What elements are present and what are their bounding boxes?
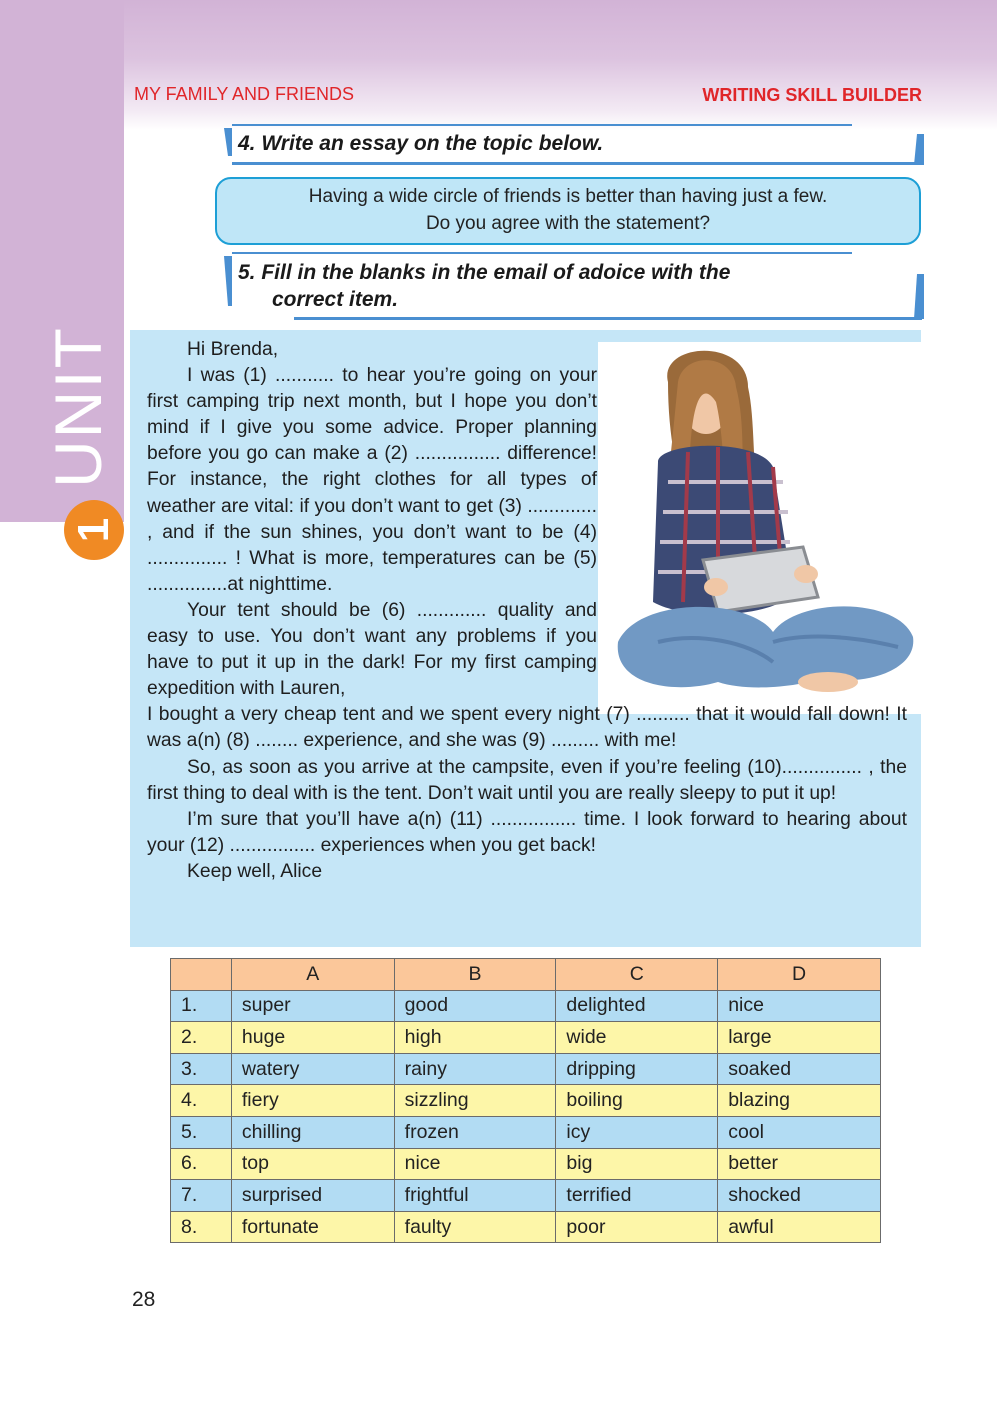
unit-number-badge [64,500,124,560]
unit-number: 1 [68,517,118,543]
table-cell: poor [556,1211,718,1243]
table-cell: high [394,1022,556,1054]
task-4-top-rule [232,124,852,126]
table-cell: 1. [171,990,232,1022]
table-cell: good [394,990,556,1022]
letter-paragraph-1: I was (1) ........... to hear you’re going on your first camping trip next month, but I hope you don’t mind if I give you some advice. Proper planning before you go can make a (2) ................ difference! For instance, the right clothes for all types of weather are vital: if you don’t want to get (3) ............. , and if the sun shines, you don’t want to be (4) ............... ! What is more, temperatures can be (5) ...............at nighttime. [147,365,597,595]
table-cell: large [718,1022,881,1054]
table-cell: 2. [171,1022,232,1054]
table-cell: 8. [171,1211,232,1243]
task-4-title: 4. Write an essay on the topic below. [238,132,604,155]
essay-topic-line-2: Do you agree with the statement? [425,213,711,234]
table-row [171,1053,881,1085]
table-cell: icy [556,1116,718,1148]
table-cell: 6. [171,1148,232,1180]
table-header-row [171,959,881,991]
table-cell: better [718,1148,881,1180]
table-cell: delighted [556,990,718,1022]
answer-options-table [170,958,881,1243]
table-row [171,1180,881,1212]
essay-topic-box [215,177,921,245]
task-5-title-line-1: 5. Fill in the blanks in the email of adoice with the [238,261,731,284]
task-4-heading [222,128,922,168]
task-5-bottom-rule [294,317,922,320]
page-number: 28 [132,1288,156,1311]
table-cell: wide [556,1022,718,1054]
letter-signoff: Keep well, Alice [187,860,323,882]
table-cell: fiery [231,1085,394,1117]
table-cell: super [231,990,394,1022]
task-5-heading [222,256,922,320]
table-cell: cool [718,1116,881,1148]
table-cell: fortunate [231,1211,394,1243]
task-5-top-rule [232,252,852,254]
table-row [171,1116,881,1148]
section-title: MY FAMILY AND FRIENDS [134,84,355,104]
table-header-cell: B [394,959,556,991]
table-cell: 3. [171,1053,232,1085]
table-cell: huge [231,1022,394,1054]
table-cell: frozen [394,1116,556,1148]
task-5-title-line-2: correct item. [272,288,399,311]
essay-topic-line-1: Having a wide circle of friends is better than having just a few. [308,186,828,207]
skill-title: WRITING SKILL BUILDER [702,85,922,105]
table-cell: 7. [171,1180,232,1212]
table-row [171,1148,881,1180]
table-cell: top [231,1148,394,1180]
table-row [171,1022,881,1054]
letter-paragraph-3: So, as soon as you arrive at the campsite, even if you’re feeling (10)............... , the first thing to deal with is the tent. Don’t wait until you are really sleepy to put it up! [147,756,907,804]
unit-label: UNIT [41,326,115,488]
table-cell: nice [394,1148,556,1180]
table-cell: nice [718,990,881,1022]
table-cell: rainy [394,1053,556,1085]
table-header-cell [171,959,232,991]
table-cell: 4. [171,1085,232,1117]
table-cell: watery [231,1053,394,1085]
table-cell: 5. [171,1116,232,1148]
table-cell: big [556,1148,718,1180]
table-row [171,1085,881,1117]
table-header-cell: A [231,959,394,991]
top-band [0,0,997,130]
table-cell: frightful [394,1180,556,1212]
table-header-cell: C [556,959,718,991]
table-cell: shocked [718,1180,881,1212]
task-4-bottom-rule [232,162,922,165]
letter-greeting: Hi Brenda, [187,339,279,360]
table-cell: chilling [231,1116,394,1148]
table-cell: soaked [718,1053,881,1085]
table-cell: terrified [556,1180,718,1212]
table-cell: sizzling [394,1085,556,1117]
table-cell: faulty [394,1211,556,1243]
table-row [171,990,881,1022]
letter-paragraph-2a: Your tent should be (6) ............. quality and easy to use. You don’t want any problems if you have to put it up in the dark! For my first camping expedition with Lauren, [147,599,597,700]
table-cell: blazing [718,1085,881,1117]
table-row [171,1211,881,1243]
letter-paragraph-4: I’m sure that you’ll have a(n) (11) ................ time. I look forward to hearing about your (12) ................ experiences when you get back! [147,808,907,856]
table-cell: surprised [231,1180,394,1212]
table-header-cell: D [718,959,881,991]
table-cell: awful [718,1211,881,1243]
table-cell: boiling [556,1085,718,1117]
table-cell: dripping [556,1053,718,1085]
letter-paragraph-2b: I bought a very cheap tent and we spent every night (7) .......... that it would fall down! It was a(n) (8) ........ experience, and she was (9) ......... with me! [147,704,907,752]
email-letter [147,337,907,885]
